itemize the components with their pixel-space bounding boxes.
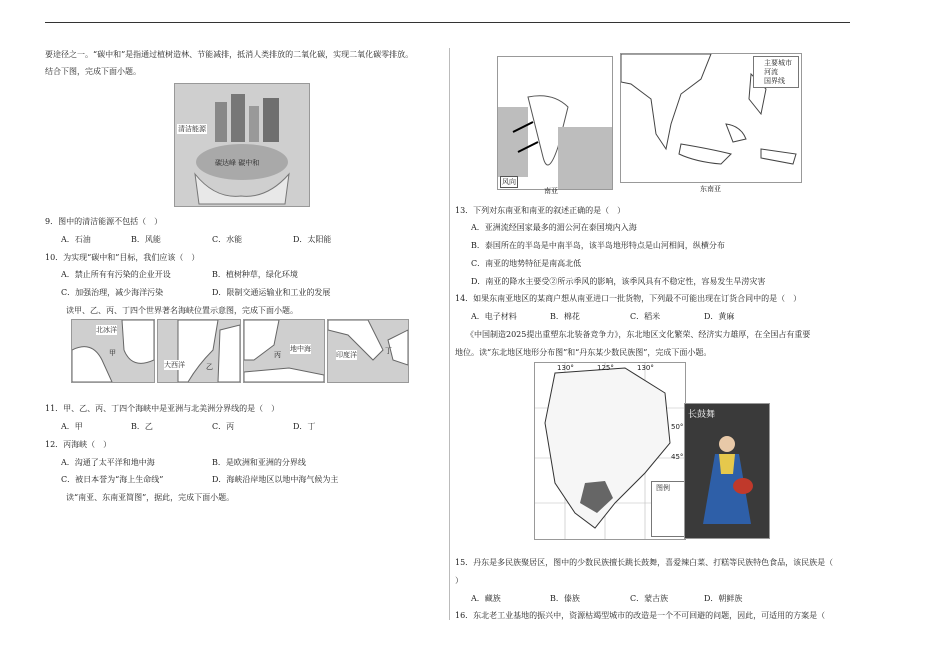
q9-stem: 9．图中的清洁能源不包括（ ）	[45, 217, 163, 226]
strait-intro: 读甲、乙、丙、丁四个世界著名海峡位置示意图，完成下面小题。	[66, 306, 298, 315]
northeast-map-legend	[651, 481, 685, 537]
strait-mark: 乙	[206, 363, 213, 371]
q13-stem: 13．下列对东南亚和南亚的叙述正确的是（ ）	[455, 206, 626, 215]
strait-ocean-label: 印度洋	[336, 351, 357, 359]
southeast-asia-caption: 东南亚	[700, 185, 721, 193]
northeast-intro-line-2: 地位。读“东北地区地形分布图”和“丹东某少数民族图”，完成下面小题。	[455, 348, 712, 357]
lon-label: 125°	[597, 364, 614, 372]
q9-option-b: B．风能	[131, 235, 161, 244]
lat-label: 50°	[671, 423, 684, 431]
q14-option-c: C．稻米	[630, 312, 661, 321]
strait-map-ding	[327, 319, 409, 383]
q13-option-d: D．南亚的降水主要受②所示季风的影响，该季风具有不稳定性，容易发生旱涝灾害	[471, 277, 766, 286]
strait-mark: 丙	[274, 351, 281, 359]
q13-option-b: B．泰国所在的半岛是中南半岛，该半岛地形特点是山河相间，纵横分布	[471, 241, 725, 250]
q14-stem: 14．如果东南亚地区的某商户想从南亚进口一批货物，下列最不可能出现在订货合同中的是（ ）	[455, 294, 802, 303]
q14-option-b: B．棉花	[550, 312, 580, 321]
q10-option-b: B．植树种草，绿化环境	[212, 270, 298, 279]
wind-direction-legend: 风向	[502, 178, 516, 186]
strait-map-jia	[71, 319, 155, 383]
header-rule	[45, 22, 850, 23]
strait-map-yi	[157, 319, 241, 383]
q15-option-c: C．蒙古族	[630, 594, 669, 603]
lon-label: 130°	[557, 364, 574, 372]
q11-option-b: B．乙	[131, 422, 153, 431]
map-legend-box	[753, 56, 799, 88]
lat-label: 45°	[671, 453, 684, 461]
legend-title: 图例	[656, 484, 670, 492]
carbon-peak-label: 碳达峰 碳中和	[215, 159, 260, 167]
q14-option-d: D．黄麻	[704, 312, 735, 321]
q14-option-a: A．电子材料	[471, 312, 517, 321]
south-asia-caption: 南亚	[544, 187, 558, 195]
q13-option-c: C．南亚的地势特征是南高北低	[471, 259, 582, 268]
south-asia-map	[497, 56, 613, 190]
strait-mark: 丁	[385, 347, 392, 355]
q15-stem-line-2: ）	[455, 576, 463, 585]
q12-option-d: D．海峡沿岸地区以地中海气候为主	[212, 475, 339, 484]
q9-option-d: D．太阳能	[293, 235, 332, 244]
q15-option-d: D．朝鲜族	[704, 594, 743, 603]
q16-stem: 16．东北老工业基地的振兴中，资源枯竭型城市的改造是一个不可回避的问题，因此，可适用的方案是（	[455, 611, 826, 620]
q15-option-b: B．傣族	[550, 594, 580, 603]
q12-option-a: A．沟通了太平洋和地中海	[61, 458, 155, 467]
lon-label: 130°	[637, 364, 654, 372]
q15-option-a: A．藏族	[471, 594, 501, 603]
q11-option-c: C．丙	[212, 422, 235, 431]
map-intro: 读“南亚、东南亚简图”，据此，完成下面小题。	[66, 493, 235, 502]
intro-line-1: 要途径之一。“碳中和”是指通过植树造林、节能减排，抵消人类排放的二氧化碳，实现二氧化碳零排放。	[45, 50, 414, 59]
q9-option-a: A．石油	[61, 235, 91, 244]
dance-label: 长鼓舞	[688, 410, 716, 420]
carbon-neutral-illustration	[175, 84, 309, 206]
q11-option-a: A．甲	[61, 422, 83, 431]
northeast-terrain-map	[534, 362, 686, 540]
long-drum-dance-photo	[684, 403, 770, 539]
q10-option-c: C．加强治理，减少海洋污染	[61, 288, 164, 297]
q10-option-d: D．限制交通运输业和工业的发展	[212, 288, 331, 297]
legend-river: 河流	[764, 68, 778, 76]
q11-option-d: D．丁	[293, 422, 316, 431]
legend-city: 主要城市	[764, 59, 792, 67]
intro-line-2: 结合下图，完成下面小题。	[45, 67, 141, 76]
q10-stem: 10．为实现“碳中和”目标，我们应该（ ）	[45, 253, 200, 262]
legend-border: 国界线	[764, 77, 785, 85]
carbon-neutral-figure	[174, 83, 310, 207]
strait-ocean-label: 北冰洋	[96, 326, 117, 334]
q11-stem: 11．甲、乙、丙、丁四个海峡中是亚洲与北美洲分界线的是（ ）	[45, 404, 280, 413]
strait-map-bing	[243, 319, 325, 383]
q10-option-a: A．禁止所有有污染的企业开设	[61, 270, 171, 279]
q12-option-c: C．被日本誉为“海上生命线”	[61, 475, 164, 484]
strait-mark: 甲	[109, 349, 116, 357]
q13-option-a: A．亚洲流经国家最多的湄公河在泰国境内入海	[471, 223, 637, 232]
strait-ocean-label: 大西洋	[164, 361, 185, 369]
southeast-asia-map	[620, 53, 802, 183]
q15-stem-line-1: 15．丹东是多民族聚居区，图中的少数民族擅长跳长鼓舞，喜爱辣白菜、打糕等民族特色食品，该民族是（	[455, 558, 834, 567]
strait-ocean-label: 地中海	[290, 345, 311, 353]
northeast-intro-line-1: 《中国制造2025提出重塑东北装备竞争力》，东北地区文化繁荣、经济实力雄厚，在全国占有重要	[466, 330, 811, 339]
q12-stem: 12．丙海峡（ ）	[45, 440, 112, 449]
column-divider	[449, 48, 450, 620]
q12-option-b: B．是欧洲和亚洲的分界线	[212, 458, 306, 467]
clean-energy-label: 清洁能源	[178, 125, 206, 133]
q9-option-c: C．水能	[212, 235, 243, 244]
